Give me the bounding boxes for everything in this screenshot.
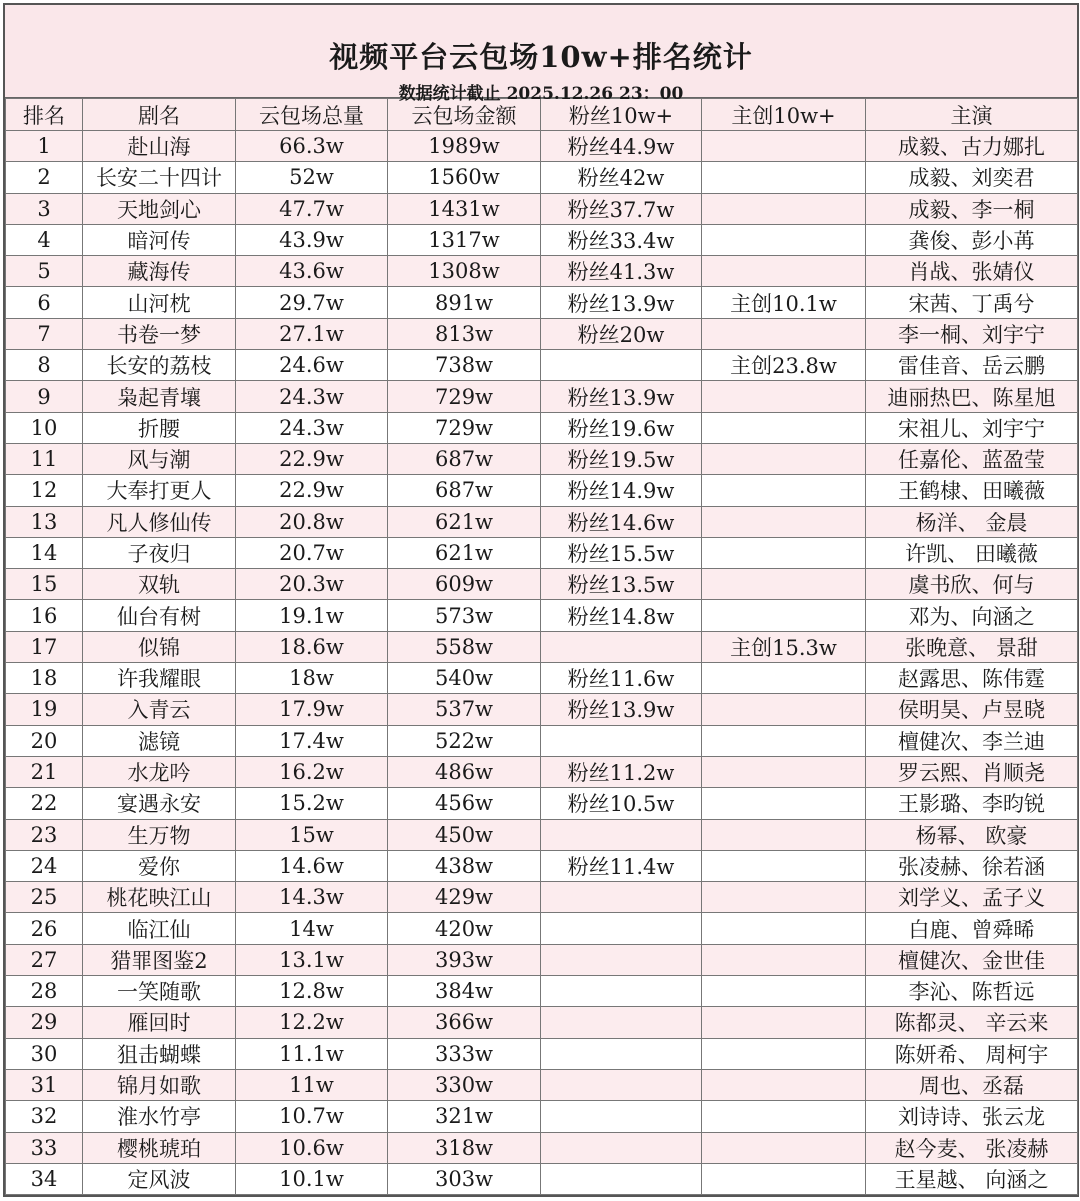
- cell-amount: 420w: [388, 913, 541, 944]
- cell-total: 15w: [236, 819, 388, 850]
- cell-rank: 11: [6, 443, 83, 474]
- header-rank: 排名: [6, 99, 83, 131]
- cell-name: 桃花映江山: [83, 882, 236, 913]
- cell-cast: 檀健次、金世佳: [866, 944, 1078, 975]
- table-row: [6, 850, 1078, 881]
- cell-total: 13.1w: [236, 944, 388, 975]
- cell-rank: 9: [6, 381, 83, 412]
- cell-amount: 450w: [388, 819, 541, 850]
- cell-cast: 侯明昊、卢昱晓: [866, 694, 1078, 725]
- header-amount: 云包场金额: [388, 99, 541, 131]
- cell-amount: 1989w: [388, 131, 541, 162]
- cell-amount: 303w: [388, 1163, 541, 1194]
- table-row: [6, 412, 1078, 443]
- cell-total: 52w: [236, 162, 388, 193]
- cell-amount: 558w: [388, 631, 541, 662]
- cell-name: 仙台有树: [83, 600, 236, 631]
- cell-name: 淮水竹亭: [83, 1101, 236, 1132]
- cell-name: 书卷一梦: [83, 318, 236, 349]
- cell-cast: 李沁、陈哲远: [866, 976, 1078, 1007]
- cell-total: 11w: [236, 1069, 388, 1100]
- cell-rank: 14: [6, 537, 83, 568]
- cell-total: 22.9w: [236, 443, 388, 474]
- cell-amount: 729w: [388, 381, 541, 412]
- cell-creator: [702, 475, 866, 506]
- cell-cast: 陈都灵、 辛云来: [866, 1007, 1078, 1038]
- cell-total: 20.3w: [236, 569, 388, 600]
- cell-amount: 537w: [388, 694, 541, 725]
- cell-cast: 刘诗诗、张云龙: [866, 1101, 1078, 1132]
- cell-total: 12.8w: [236, 976, 388, 1007]
- table-row: [6, 1132, 1078, 1163]
- cell-creator: [702, 193, 866, 224]
- table-row: [6, 976, 1078, 1007]
- cell-rank: 5: [6, 256, 83, 287]
- cell-fans: 粉丝41.3w: [541, 256, 702, 287]
- header-total: 云包场总量: [236, 99, 388, 131]
- cell-amount: 456w: [388, 788, 541, 819]
- cell-creator: [702, 537, 866, 568]
- cell-creator: [702, 1038, 866, 1069]
- table-row: [6, 631, 1078, 662]
- cell-name: 临江仙: [83, 913, 236, 944]
- cell-amount: 687w: [388, 443, 541, 474]
- cell-cast: 邓为、向涵之: [866, 600, 1078, 631]
- cell-name: 爱你: [83, 850, 236, 881]
- cell-creator: [702, 663, 866, 694]
- cell-total: 17.9w: [236, 694, 388, 725]
- cell-rank: 22: [6, 788, 83, 819]
- cell-cast: 赵今麦、 张凌赫: [866, 1132, 1078, 1163]
- cell-name: 入青云: [83, 694, 236, 725]
- cell-total: 47.7w: [236, 193, 388, 224]
- cell-rank: 1: [6, 131, 83, 162]
- cell-rank: 15: [6, 569, 83, 600]
- cell-creator: [702, 694, 866, 725]
- cell-total: 18w: [236, 663, 388, 694]
- cell-rank: 3: [6, 193, 83, 224]
- cell-cast: 迪丽热巴、陈星旭: [866, 381, 1078, 412]
- cell-rank: 30: [6, 1038, 83, 1069]
- cell-fans: 粉丝14.8w: [541, 600, 702, 631]
- cell-creator: 主创10.1w: [702, 287, 866, 318]
- table-row: [6, 256, 1078, 287]
- cell-fans: 粉丝11.2w: [541, 756, 702, 787]
- cell-rank: 25: [6, 882, 83, 913]
- cell-name: 暗河传: [83, 224, 236, 255]
- cell-cast: 张凌赫、徐若涵: [866, 850, 1078, 881]
- cell-fans: 粉丝11.6w: [541, 663, 702, 694]
- cell-cast: 肖战、张婧仪: [866, 256, 1078, 287]
- table-row: [6, 1038, 1078, 1069]
- cell-amount: 813w: [388, 318, 541, 349]
- cell-fans: 粉丝44.9w: [541, 131, 702, 162]
- cell-total: 24.3w: [236, 412, 388, 443]
- cell-creator: [702, 318, 866, 349]
- cell-fans: [541, 819, 702, 850]
- cell-total: 10.1w: [236, 1163, 388, 1194]
- cell-total: 19.1w: [236, 600, 388, 631]
- cell-creator: [702, 913, 866, 944]
- cell-creator: [702, 1007, 866, 1038]
- cell-name: 宴遇永安: [83, 788, 236, 819]
- cell-name: 长安的荔枝: [83, 350, 236, 381]
- cell-name: 折腰: [83, 412, 236, 443]
- cell-creator: [702, 1069, 866, 1100]
- cell-cast: 杨洋、 金晨: [866, 506, 1078, 537]
- table-row: [6, 663, 1078, 694]
- cell-fans: 粉丝11.4w: [541, 850, 702, 881]
- cell-cast: 杨幂、 欧豪: [866, 819, 1078, 850]
- cell-total: 24.6w: [236, 350, 388, 381]
- cell-amount: 1317w: [388, 224, 541, 255]
- cell-amount: 540w: [388, 663, 541, 694]
- table-row: [6, 193, 1078, 224]
- cell-rank: 32: [6, 1101, 83, 1132]
- cell-cast: 张晚意、 景甜: [866, 631, 1078, 662]
- cell-rank: 7: [6, 318, 83, 349]
- cell-amount: 321w: [388, 1101, 541, 1132]
- cell-total: 10.7w: [236, 1101, 388, 1132]
- cell-rank: 34: [6, 1163, 83, 1194]
- cell-fans: 粉丝10.5w: [541, 788, 702, 819]
- cell-rank: 23: [6, 819, 83, 850]
- cell-cast: 罗云熙、肖顺尧: [866, 756, 1078, 787]
- cell-fans: 粉丝20w: [541, 318, 702, 349]
- cell-fans: 粉丝15.5w: [541, 537, 702, 568]
- cell-creator: [702, 256, 866, 287]
- cell-cast: 赵露思、陈伟霆: [866, 663, 1078, 694]
- cell-amount: 333w: [388, 1038, 541, 1069]
- cell-amount: 573w: [388, 600, 541, 631]
- cell-creator: [702, 1101, 866, 1132]
- cell-name: 樱桃琥珀: [83, 1132, 236, 1163]
- table-row: [6, 725, 1078, 756]
- cell-creator: [702, 819, 866, 850]
- cell-total: 14.3w: [236, 882, 388, 913]
- cell-rank: 28: [6, 976, 83, 1007]
- cell-fans: [541, 1038, 702, 1069]
- cell-rank: 31: [6, 1069, 83, 1100]
- cell-cast: 白鹿、曾舜晞: [866, 913, 1078, 944]
- cell-creator: [702, 976, 866, 1007]
- cell-total: 43.6w: [236, 256, 388, 287]
- cell-cast: 李一桐、刘宇宁: [866, 318, 1078, 349]
- cell-creator: [702, 224, 866, 255]
- cell-fans: [541, 1101, 702, 1132]
- table-row: [6, 569, 1078, 600]
- cell-name: 定风波: [83, 1163, 236, 1194]
- cell-name: 赴山海: [83, 131, 236, 162]
- table-row: [6, 944, 1078, 975]
- cell-creator: [702, 725, 866, 756]
- cell-total: 29.7w: [236, 287, 388, 318]
- cell-total: 27.1w: [236, 318, 388, 349]
- cell-creator: [702, 788, 866, 819]
- cell-cast: 许凯、 田曦薇: [866, 537, 1078, 568]
- cell-name: 锦月如歌: [83, 1069, 236, 1100]
- table-row: [6, 475, 1078, 506]
- cell-amount: 729w: [388, 412, 541, 443]
- cell-name: 藏海传: [83, 256, 236, 287]
- cell-name: 一笑随歌: [83, 976, 236, 1007]
- cell-total: 17.4w: [236, 725, 388, 756]
- cell-cast: 王鹤棣、田曦薇: [866, 475, 1078, 506]
- cell-fans: 粉丝13.9w: [541, 287, 702, 318]
- cell-cast: 虞书欣、何与: [866, 569, 1078, 600]
- cell-total: 11.1w: [236, 1038, 388, 1069]
- cell-name: 似锦: [83, 631, 236, 662]
- cell-rank: 29: [6, 1007, 83, 1038]
- cell-amount: 366w: [388, 1007, 541, 1038]
- cell-rank: 24: [6, 850, 83, 881]
- cell-creator: [702, 162, 866, 193]
- cell-name: 凡人修仙传: [83, 506, 236, 537]
- cell-name: 双轨: [83, 569, 236, 600]
- cell-rank: 18: [6, 663, 83, 694]
- cell-fans: 粉丝14.9w: [541, 475, 702, 506]
- cell-rank: 4: [6, 224, 83, 255]
- cell-creator: [702, 1132, 866, 1163]
- cell-total: 14w: [236, 913, 388, 944]
- table-row: [6, 756, 1078, 787]
- cell-creator: [702, 569, 866, 600]
- cell-rank: 21: [6, 756, 83, 787]
- cell-cast: 周也、丞磊: [866, 1069, 1078, 1100]
- table-row: [6, 443, 1078, 474]
- cell-cast: 王星越、 向涵之: [866, 1163, 1078, 1194]
- cell-total: 18.6w: [236, 631, 388, 662]
- cell-amount: 621w: [388, 506, 541, 537]
- header-creator: 主创10w+: [702, 99, 866, 131]
- table-row: [6, 537, 1078, 568]
- table-row: [6, 506, 1078, 537]
- cell-cast: 檀健次、李兰迪: [866, 725, 1078, 756]
- ranking-table: [5, 98, 1078, 1195]
- cell-creator: [702, 443, 866, 474]
- cell-name: 狙击蝴蝶: [83, 1038, 236, 1069]
- cell-cast: 刘学义、孟子义: [866, 882, 1078, 913]
- header-name: 剧名: [83, 99, 236, 131]
- cell-fans: [541, 882, 702, 913]
- cell-amount: 687w: [388, 475, 541, 506]
- cell-amount: 429w: [388, 882, 541, 913]
- cell-total: 20.7w: [236, 537, 388, 568]
- cell-fans: [541, 1163, 702, 1194]
- cell-rank: 12: [6, 475, 83, 506]
- table-row: [6, 694, 1078, 725]
- sheet-subtitle: 数据统计截止 2025.12.26 23：00: [398, 84, 684, 104]
- cell-fans: [541, 1069, 702, 1100]
- table-row: [6, 1101, 1078, 1132]
- cell-name: 风与潮: [83, 443, 236, 474]
- cell-total: 66.3w: [236, 131, 388, 162]
- cell-creator: 主创15.3w: [702, 631, 866, 662]
- table-row: [6, 600, 1078, 631]
- cell-creator: [702, 756, 866, 787]
- cell-fans: 粉丝14.6w: [541, 506, 702, 537]
- cell-fans: [541, 631, 702, 662]
- cell-creator: 主创23.8w: [702, 350, 866, 381]
- cell-amount: 621w: [388, 537, 541, 568]
- cell-cast: 成毅、古力娜扎: [866, 131, 1078, 162]
- cell-fans: [541, 1007, 702, 1038]
- cell-cast: 王影璐、李昀锐: [866, 788, 1078, 819]
- cell-total: 22.9w: [236, 475, 388, 506]
- cell-fans: [541, 350, 702, 381]
- cell-fans: 粉丝42w: [541, 162, 702, 193]
- cell-name: 雁回时: [83, 1007, 236, 1038]
- cell-rank: 13: [6, 506, 83, 537]
- table-row: [6, 819, 1078, 850]
- cell-cast: 陈妍希、 周柯宇: [866, 1038, 1078, 1069]
- cell-amount: 438w: [388, 850, 541, 881]
- table-row: [6, 1069, 1078, 1100]
- cell-rank: 33: [6, 1132, 83, 1163]
- table-row: [6, 131, 1078, 162]
- cell-name: 山河枕: [83, 287, 236, 318]
- cell-name: 猎罪图鉴2: [83, 944, 236, 975]
- table-row: [6, 913, 1078, 944]
- cell-total: 20.8w: [236, 506, 388, 537]
- cell-total: 14.6w: [236, 850, 388, 881]
- cell-creator: [702, 944, 866, 975]
- cell-rank: 20: [6, 725, 83, 756]
- cell-cast: 成毅、刘奕君: [866, 162, 1078, 193]
- cell-total: 15.2w: [236, 788, 388, 819]
- cell-fans: [541, 944, 702, 975]
- sheet-title: 视频平台云包场10w+排名统计: [329, 40, 753, 74]
- table-row: [6, 1007, 1078, 1038]
- cell-total: 10.6w: [236, 1132, 388, 1163]
- cell-amount: 738w: [388, 350, 541, 381]
- table-row: [6, 882, 1078, 913]
- cell-amount: 609w: [388, 569, 541, 600]
- cell-creator: [702, 381, 866, 412]
- cell-fans: 粉丝19.6w: [541, 412, 702, 443]
- cell-amount: 318w: [388, 1132, 541, 1163]
- title-banner: [5, 5, 1077, 104]
- table-row: [6, 350, 1078, 381]
- cell-name: 子夜归: [83, 537, 236, 568]
- table-row: [6, 318, 1078, 349]
- cell-fans: [541, 913, 702, 944]
- cell-total: 12.2w: [236, 1007, 388, 1038]
- cell-creator: [702, 506, 866, 537]
- table-row: [6, 1163, 1078, 1194]
- cell-creator: [702, 1163, 866, 1194]
- cell-rank: 10: [6, 412, 83, 443]
- cell-total: 16.2w: [236, 756, 388, 787]
- cell-fans: 粉丝13.9w: [541, 381, 702, 412]
- cell-rank: 19: [6, 694, 83, 725]
- header-fans: 粉丝10w+: [541, 99, 702, 131]
- cell-cast: 宋茜、丁禹兮: [866, 287, 1078, 318]
- table-row: [6, 287, 1078, 318]
- cell-total: 24.3w: [236, 381, 388, 412]
- cell-cast: 雷佳音、岳云鹏: [866, 350, 1078, 381]
- cell-name: 水龙吟: [83, 756, 236, 787]
- cell-amount: 522w: [388, 725, 541, 756]
- cell-rank: 2: [6, 162, 83, 193]
- cell-creator: [702, 131, 866, 162]
- cell-amount: 330w: [388, 1069, 541, 1100]
- cell-name: 滤镜: [83, 725, 236, 756]
- cell-amount: 1431w: [388, 193, 541, 224]
- cell-rank: 6: [6, 287, 83, 318]
- table-row: [6, 224, 1078, 255]
- cell-cast: 宋祖儿、刘宇宁: [866, 412, 1078, 443]
- table-row: [6, 162, 1078, 193]
- cell-fans: 粉丝19.5w: [541, 443, 702, 474]
- cell-name: 大奉打更人: [83, 475, 236, 506]
- cell-rank: 16: [6, 600, 83, 631]
- cell-fans: 粉丝37.7w: [541, 193, 702, 224]
- cell-cast: 龚俊、彭小苒: [866, 224, 1078, 255]
- cell-amount: 486w: [388, 756, 541, 787]
- cell-name: 天地剑心: [83, 193, 236, 224]
- cell-rank: 26: [6, 913, 83, 944]
- cell-fans: [541, 976, 702, 1007]
- cell-fans: [541, 1132, 702, 1163]
- cell-rank: 8: [6, 350, 83, 381]
- cell-creator: [702, 850, 866, 881]
- cell-rank: 17: [6, 631, 83, 662]
- cell-fans: 粉丝13.9w: [541, 694, 702, 725]
- cell-name: 生万物: [83, 819, 236, 850]
- cell-amount: 384w: [388, 976, 541, 1007]
- cell-fans: 粉丝33.4w: [541, 224, 702, 255]
- table-row: [6, 381, 1078, 412]
- cell-creator: [702, 600, 866, 631]
- cell-fans: 粉丝13.5w: [541, 569, 702, 600]
- cell-amount: 1308w: [388, 256, 541, 287]
- cell-fans: [541, 725, 702, 756]
- cell-rank: 27: [6, 944, 83, 975]
- ranking-sheet: [3, 3, 1079, 1197]
- cell-name: 许我耀眼: [83, 663, 236, 694]
- cell-cast: 成毅、李一桐: [866, 193, 1078, 224]
- cell-creator: [702, 882, 866, 913]
- cell-cast: 任嘉伦、蓝盈莹: [866, 443, 1078, 474]
- cell-creator: [702, 412, 866, 443]
- cell-name: 长安二十四计: [83, 162, 236, 193]
- cell-amount: 891w: [388, 287, 541, 318]
- cell-name: 枭起青壤: [83, 381, 236, 412]
- header-cast: 主演: [866, 99, 1078, 131]
- cell-amount: 1560w: [388, 162, 541, 193]
- table-row: [6, 788, 1078, 819]
- cell-amount: 393w: [388, 944, 541, 975]
- cell-total: 43.9w: [236, 224, 388, 255]
